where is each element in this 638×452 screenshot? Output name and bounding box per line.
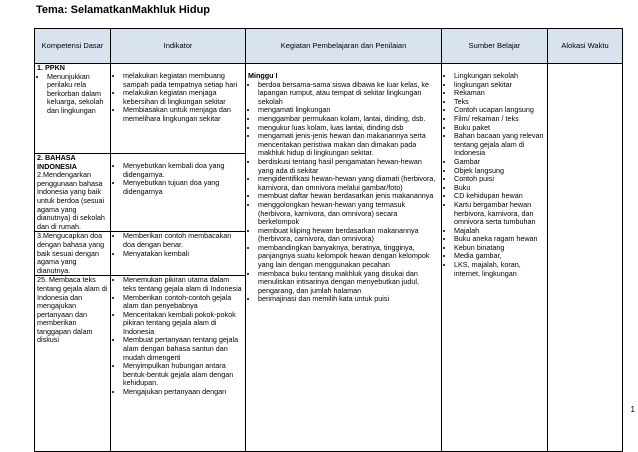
- indikator-item: • Menyatakan kembali: [123, 250, 243, 259]
- kegiatan-heading: Minggu I: [248, 71, 278, 80]
- kd-item: 2.Mendengarkan penggunaan bahasa Indonesia yang baik untuk berdoa (sesuai agama yang dianutnya) di sekolah dan di rumah.: [37, 170, 105, 231]
- indikator-item: • melakukan kegiatan menjaga kebersihan di lingkungan sekitar: [123, 89, 243, 106]
- kegiatan-item: • membandingkan banyaknya, beratnya, tingginya, panjangnya suatu kelompok hewan dengan kelompok yang lain dengan menggunakan pecahan: [258, 244, 439, 270]
- sumber-cell: [442, 64, 548, 452]
- kegiatan-item: • membaca buku tentang makhluk yang disukai dan menuliskan intisarinya dengan menyebutkan judul, pengarang, dan jumlah halaman: [258, 270, 439, 296]
- kd-cell: [35, 276, 111, 452]
- indikator-item: • Menemukan pikiran utama dalam teks tentang gejala alam di Indonesia: [123, 276, 243, 293]
- document-title: Tema: SelamatkanMakhluk Hidup: [36, 4, 211, 16]
- kd-title: 1. PPKN: [37, 63, 65, 72]
- sumber-item: • Contoh puisi: [454, 175, 545, 184]
- sumber-item: • Objek langsung: [454, 167, 545, 176]
- kegiatan-item: • berdiskusi tentang hasil pengamatan hewan-hewan yang ada di sekitar: [258, 158, 439, 175]
- kegiatan-item: • berimajinasi dan memilih kata untuk puisi: [258, 295, 439, 304]
- header-kegiatan: Kegiatan Pembelajaran dan Penilaian: [246, 29, 442, 64]
- sumber-item: • Kebun binatang: [454, 244, 545, 253]
- header-alokasi: Alokasi Waktu: [548, 29, 623, 64]
- sumber-item: • Majalah: [454, 227, 545, 236]
- indikator-item: • Memberikan contoh-contoh gejala alam dan penyebabnya: [123, 294, 243, 311]
- indikator-item: • Menyebutkan tujuan doa yang didengarnya: [123, 179, 243, 196]
- indikator-item: • Menceritakan kembali pokok-pokok pikiran tentang gejala alam di Indonesia: [123, 311, 243, 337]
- indikator-item: • melakukan kegiatan membuang sampah pada tempatnya setiap hari: [123, 72, 243, 89]
- kegiatan-item: • menggambar permukaan kolam, lantai, dinding, dsb.: [258, 115, 439, 124]
- indikator-item: • Mengajukan pertanyaan dengan: [123, 388, 243, 397]
- kd-cell: [35, 154, 111, 232]
- kegiatan-item: • mengidentifikasi hewan-hewan yang diamati (herbivora, karnivora, dan omnivora melalui gambar/foto): [258, 175, 439, 192]
- sumber-item: • LKS, majalah, koran, internet, lingkungan: [454, 261, 545, 278]
- kegiatan-item: • berdoa bersama-sama siswa dibawa ke luar kelas, ke lapangan rumput, atau tempat di sekitar lingkungan sekolah: [258, 81, 439, 107]
- indikator-item: • Menyimpulkan hubungan antara bentuk-bentuk gejala alam dengan kehidupan.: [123, 362, 243, 388]
- indikator-item: • Menyebutkan kembali doa yang didengarnya.: [123, 162, 243, 179]
- kd-title: 3.Mengucapkan doa dengan bahasa yang baik sesuai dengan agama yang dianutnya.: [37, 231, 105, 275]
- alokasi-cell: [548, 64, 623, 452]
- indikator-cell: [111, 276, 246, 452]
- indikator-cell: [111, 232, 246, 276]
- sumber-item: • lingkungan sekitar: [454, 81, 545, 90]
- page-number: 1: [630, 405, 635, 414]
- sumber-item: • Media gambar,: [454, 252, 545, 261]
- kegiatan-item: • mengukur luas kolam, luas lantai, dinding dsb: [258, 124, 439, 133]
- kd-cell: [35, 232, 111, 276]
- syllabus-table: [34, 28, 623, 452]
- kegiatan-item: • mengamati lingkungan: [258, 106, 439, 115]
- header-sumber: Sumber Belajar: [442, 29, 548, 64]
- sumber-item: • Buku: [454, 184, 545, 193]
- header-indikator: Indikator: [111, 29, 246, 64]
- sumber-item: • Kartu bergambar hewan herbivora, karnivora, dan omnivora serta tumbuhan: [454, 201, 545, 227]
- sumber-item: • Rekaman: [454, 89, 545, 98]
- sumber-item: • Bahan bacaan yang relevan tentang gejala alam di Indonesia: [454, 132, 545, 158]
- kegiatan-item: • menggolongkan hewan-hewan yang termasuk (herbivora, karnivora, dan omnivora) secara berkelompok: [258, 201, 439, 227]
- sumber-item: • Buku paket: [454, 124, 545, 133]
- sumber-item: • CD kehidupan hewan: [454, 192, 545, 201]
- header-row: [35, 29, 623, 64]
- sumber-item: • Teks: [454, 98, 545, 107]
- kegiatan-item: • membuat kliping hewan berdasarkan makanannya (herbivora, carnivora, dan omnivora): [258, 227, 439, 244]
- kd-title: 2. BAHASA INDONESIA: [37, 153, 77, 171]
- sumber-item: • Buku aneka ragam hewan: [454, 235, 545, 244]
- kegiatan-cell: [246, 64, 442, 452]
- indikator-item: • Membiasakan untuk menjaga dan memelihara lingkungan sekitar: [123, 106, 243, 123]
- kd-cell: [35, 64, 111, 154]
- header-kompetensi: Kompetensi Dasar: [35, 29, 111, 64]
- sumber-item: • Lingkungan sekolah: [454, 72, 545, 81]
- table-row: [35, 64, 623, 154]
- sumber-item: • Gambar: [454, 158, 545, 167]
- kegiatan-item: • membuat daftar hewan berdasarkan jenis makanannya: [258, 192, 439, 201]
- kegiatan-item: • mengamati jenis-jenis hewan dan makanannya serta menceritakan peristiwa makan dan dimakan pada makhluk hidup di lingkungan sekitar.: [258, 132, 439, 158]
- kd-title: 25. Membaca teks tentang gejala alam di Indonesia dan mengajukan pertanyaan dan memberikan tanggapan dalam diskusi: [37, 275, 108, 345]
- indikator-item: • Memberikan contoh membacakan doa dengan benar.: [123, 232, 243, 249]
- sumber-item: • Film/ rekaman / teks: [454, 115, 545, 124]
- kd-item: • Menunjukkan perilaku rela berkorban dalam keluarga, sekolah dan lingkungan: [47, 73, 108, 116]
- indikator-item: • Membuat pertanyaan tentang gejala alam dengan bahasa santun dan mudah dimengerti: [123, 336, 243, 362]
- sumber-item: • Contoh ucapan langsung: [454, 106, 545, 115]
- indikator-cell: [111, 64, 246, 154]
- indikator-cell: [111, 154, 246, 232]
